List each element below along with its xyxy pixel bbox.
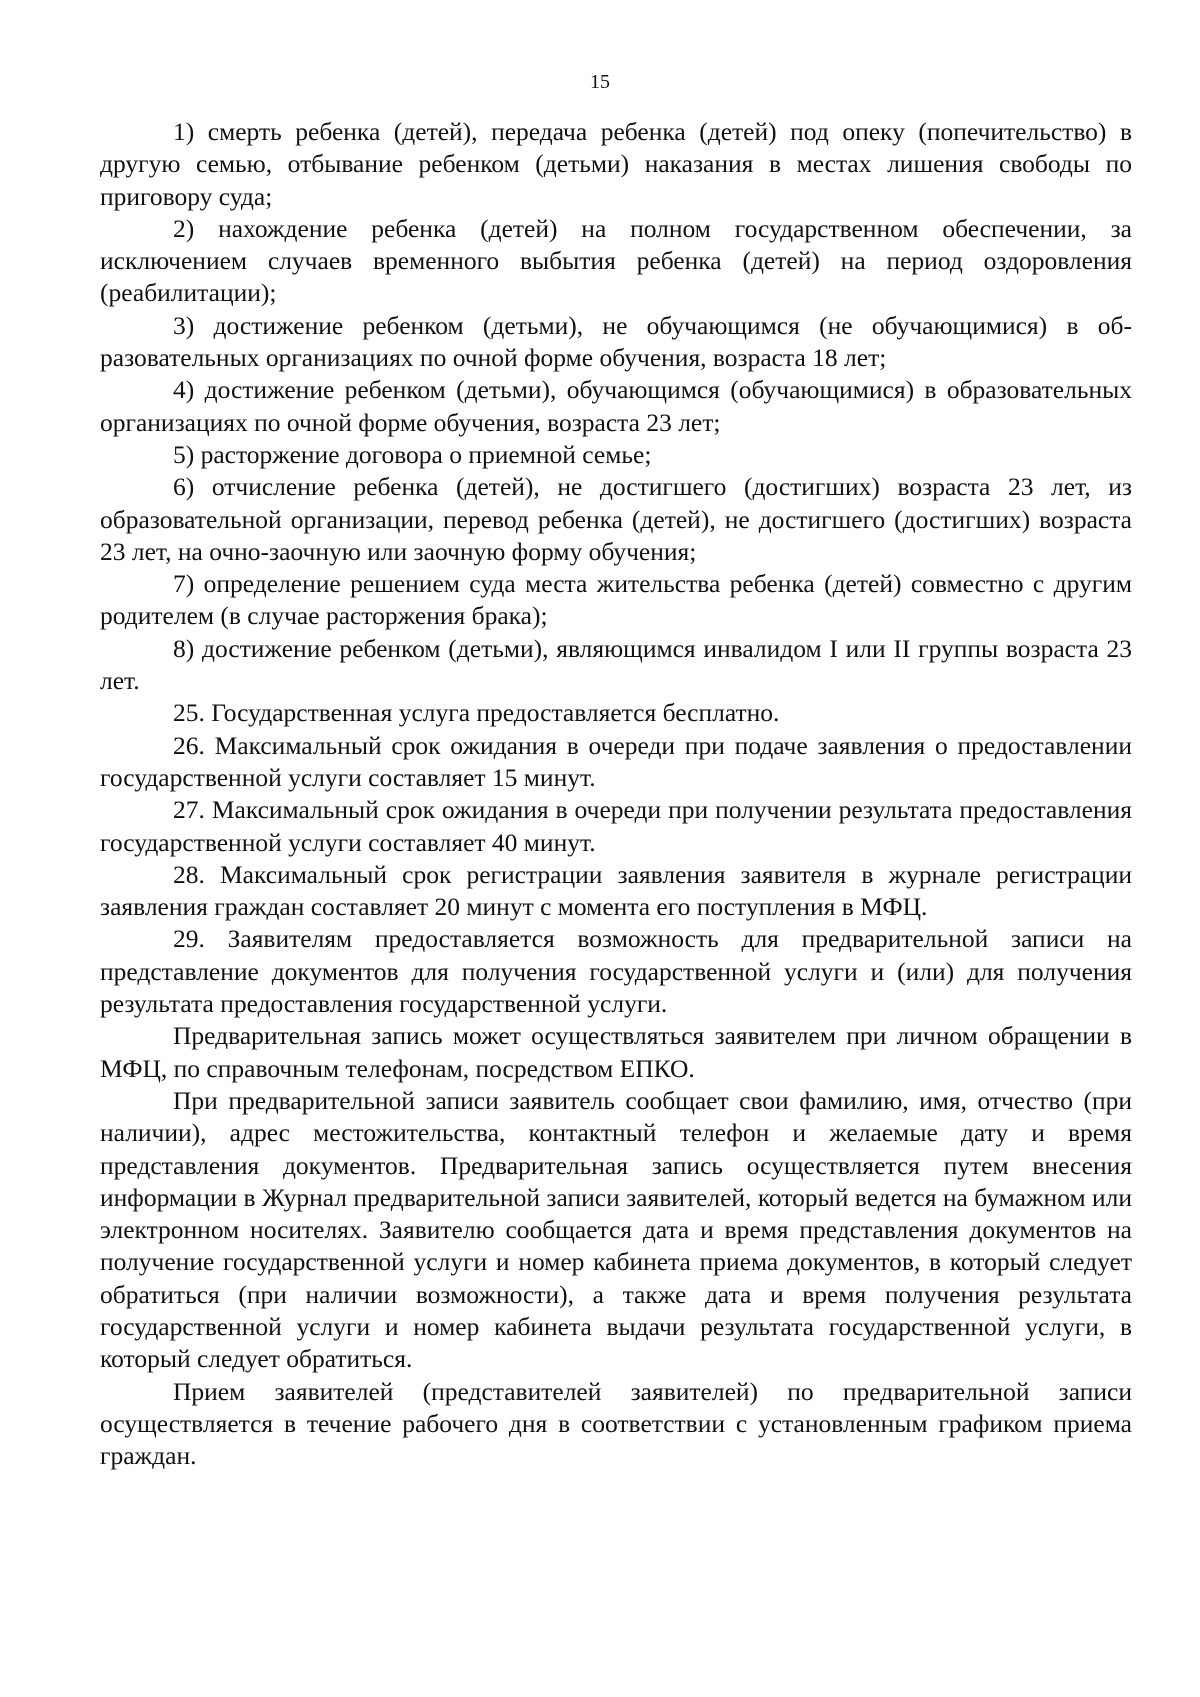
paragraph-item-3: 3) достижение ребенком (детьми), не обучающимся (не обучающимися) в образовательных организациях по очной форме обучения, возраста 18 лет; bbox=[100, 310, 1132, 373]
paragraph-29-pre-registration-methods: Предварительная запись может осуществляться заявителем при личном обращении в МФЦ, по справочным телефонам, посредством ЕПКО. bbox=[100, 1021, 1132, 1083]
paragraph-29: 29. Заявителям предоставляется возможность для предварительной записи на представление документов для получения государственной услуги и (или) для получения результата предоставления государственной услуги. bbox=[100, 924, 1132, 1019]
paragraph-item-6: 6) отчисление ребенка (детей), не достигшего (достигших) возраста 23 лет, из образовательной организации, перевод ребенка (детей), не достигшего (достигших) возраста 23 лет, на очно-заочную или заочную форму обучения; bbox=[100, 472, 1132, 566]
paragraph-29-pre-registration-procedure: При предварительной записи заявитель сообщает свои фамилию, имя, отчество (при наличии), адрес местожительства, контактный телефон и желаемые дату и время представления документов. Предварительная запись осуществляется путем внесения информации в Журнал предварительной записи заявителей, который ведется на бумажном или электронном носителях. Заявителю сообщается дата и время представления документов на получение государственной услуги и номер кабинета приема документов, в который следует обратиться (при наличии возможности), а также дата и время получения результата государственной услуги и номер кабинета выдачи результата государственной услуги, в который следует обратиться. bbox=[100, 1085, 1132, 1374]
document-body bbox=[100, 116, 1132, 1472]
page-number: 15 bbox=[590, 71, 610, 93]
paragraph-26: 26. Максимальный срок ожидания в очереди при подаче заявления о предоставлении государственной услуги составляет 15 минут. bbox=[100, 730, 1132, 792]
paragraph-27: 27. Максимальный срок ожидания в очереди при получении результата предоставления государственной услуги составляет 40 минут. bbox=[100, 795, 1132, 857]
paragraph-29-reception-schedule: Прием заявителей (представителей заявителей) по предварительной записи осуществляется в течение рабочего дня в соответствии с установленным графиком приема граждан. bbox=[100, 1376, 1132, 1471]
paragraph-item-5: 5) расторжение договора о приемной семье; bbox=[173, 439, 652, 469]
paragraph-item-2: 2) нахождение ребенка (детей) на полном государственном обеспечении, за исключением случаев временного выбытия ребенка (детей) на период оздоровления (реабилитации); bbox=[100, 213, 1132, 308]
paragraph-item-4: 4) достижение ребенком (детьми), обучающимся (обучающимися) в образовательных организациях по очной форме обучения, возраста 23 лет; bbox=[100, 375, 1132, 437]
paragraph-28: 28. Максимальный срок регистрации заявления заявителя в журнале регистрации заявления граждан составляет 20 минут с момента его поступления в МФЦ. bbox=[100, 859, 1132, 922]
paragraph-25: 25. Государственная услуга предоставляется бесплатно. bbox=[173, 698, 780, 728]
paragraph-item-7: 7) определение решением суда места жительства ребенка (детей) совместно с другим родителем (в случае расторжения брака); bbox=[100, 569, 1132, 631]
paragraph-item-1: 1) смерть ребенка (детей), передача ребенка (детей) под опеку (попечительство) в другую семью, отбывание ребенком (детьми) наказания в местах лишения свободы по приговору суда; bbox=[100, 117, 1132, 211]
paragraph-item-8: 8) достижение ребенком (детьми), являющимся инвалидом I или II группы возраста 23 лет. bbox=[100, 633, 1132, 696]
